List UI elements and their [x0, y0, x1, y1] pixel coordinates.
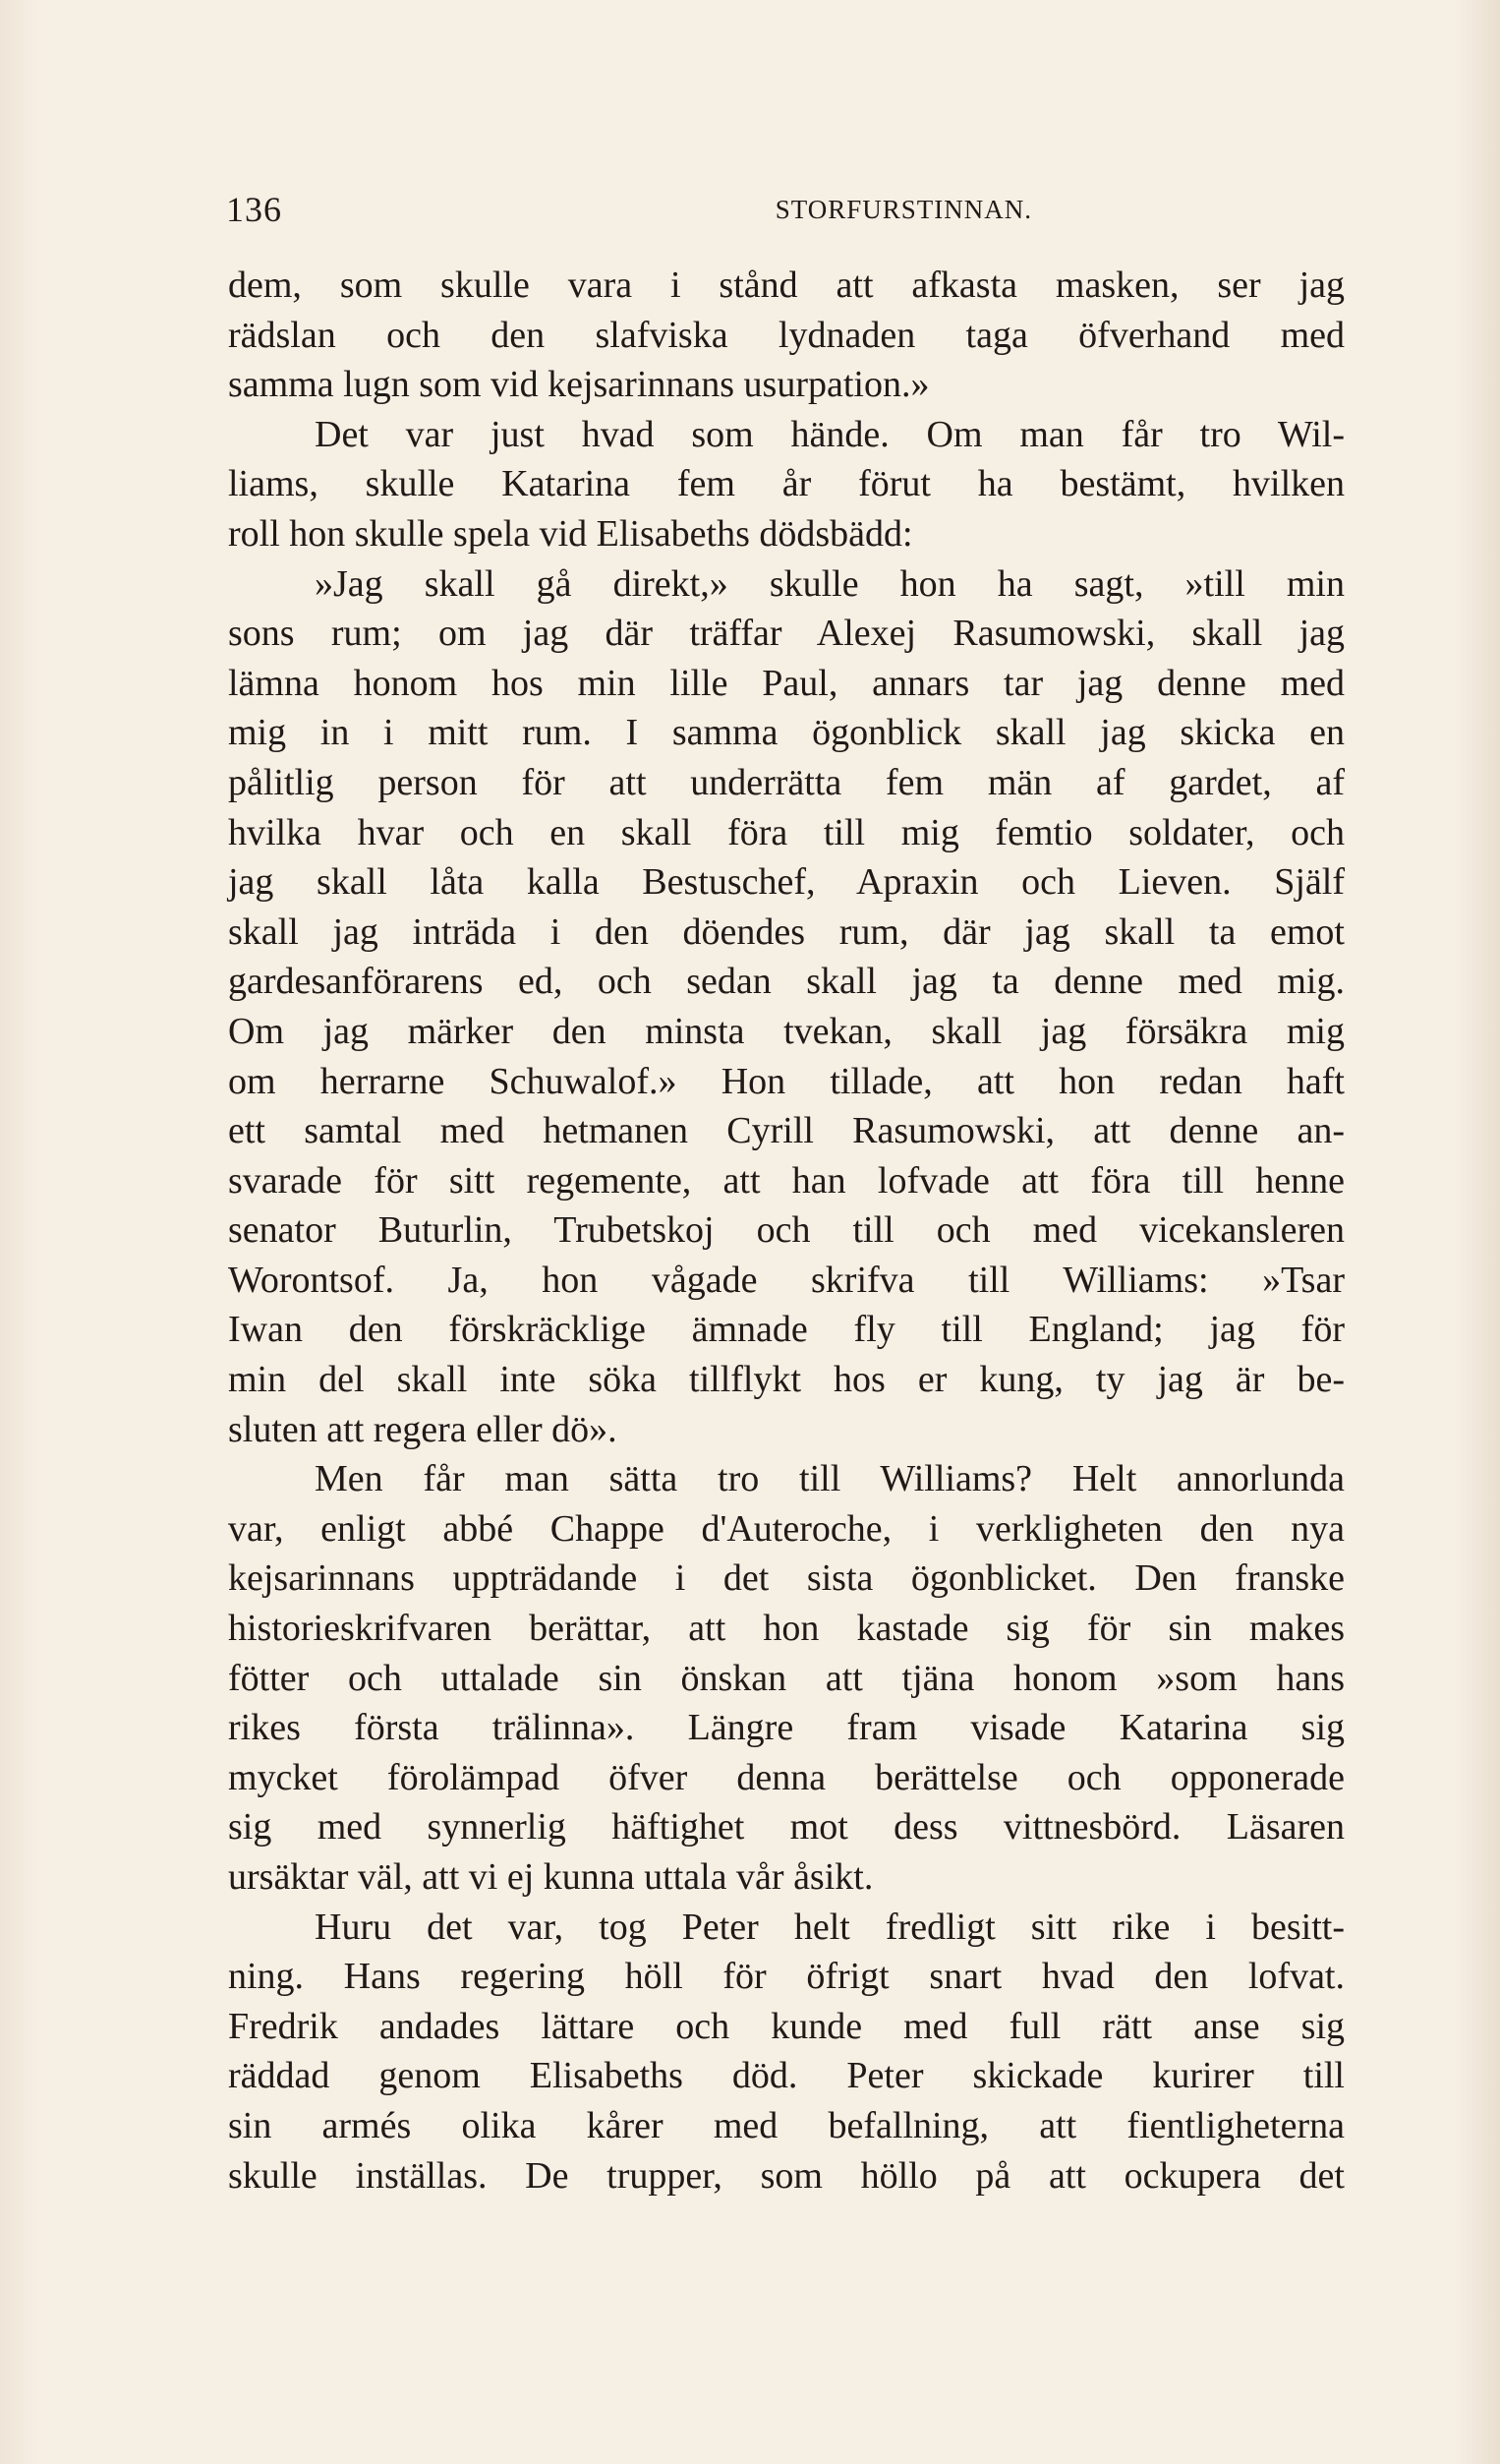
text-line: räddad genom Elisabeths död. Peter skickade kurirer till: [228, 2055, 1345, 2097]
running-title: STORFURSTINNAN.: [775, 195, 1032, 224]
text-line: mig in i mitt rum. I samma ögonblick skall jag skicka en: [228, 712, 1345, 754]
text-line: rikes första trälinna». Längre fram visade Katarina sig: [228, 1707, 1345, 1749]
text-line: Huru det var, tog Peter helt fredligt sitt rike i besitt-: [315, 1906, 1345, 1948]
text-line: sig med synnerlig häftighet mot dess vittnesbörd. Läsaren: [228, 1806, 1345, 1848]
text-line: rädslan och den slafviska lydnaden taga öfverhand med: [228, 314, 1345, 356]
text-line: Fredrik andades lättare och kunde med full rätt anse sig: [228, 2005, 1345, 2047]
text-line: Iwan den förskräcklige ämnade fly till England; jag för: [228, 1309, 1345, 1351]
text-line: svarade för sitt regemente, att han lofvade att föra till henne: [228, 1159, 1345, 1202]
text-line: om herrarne Schuwalof.» Hon tillade, att hon redan haft: [228, 1060, 1345, 1102]
text-line: samma lugn som vid kejsarinnans usurpation.»: [228, 364, 930, 406]
text-line: skall jag inträda i den döendes rum, där jag skall ta emot: [228, 910, 1345, 953]
text-line: min del skall inte söka tillflykt hos er kung, ty jag är be-: [228, 1359, 1345, 1401]
text-line: »Jag skall gå direkt,» skulle hon ha sagt, »till min: [315, 562, 1345, 605]
text-line: senator Buturlin, Trubetskoj och till och med vicekansleren: [228, 1209, 1345, 1252]
text-line: mycket förolämpad öfver denna berättelse och opponerade: [228, 1756, 1345, 1798]
text-line: hvilka hvar och en skall föra till mig femtio soldater, och: [228, 811, 1345, 853]
text-line: Men får man sätta tro till Williams? Helt annorlunda: [315, 1458, 1345, 1500]
text-line: pålitlig person för att underrätta fem män af gardet, af: [228, 761, 1345, 803]
page-header: [226, 189, 1032, 228]
text-line: roll hon skulle spela vid Elisabeths dödsbädd:: [228, 512, 913, 555]
text-line: sluten att regera eller dö».: [228, 1408, 617, 1450]
body-text: [228, 261, 1345, 2200]
text-line: skulle inställas. De trupper, som höllo på att ockupera det: [228, 2154, 1345, 2197]
text-line: dem, som skulle vara i stånd att afkasta masken, ser jag: [228, 264, 1345, 306]
text-line: gardesanförarens ed, och sedan skall jag ta denne med mig.: [228, 961, 1345, 1003]
text-line: Worontsof. Ja, hon vågade skrifva till Williams: »Tsar: [228, 1259, 1345, 1301]
text-line: jag skall låta kalla Bestuschef, Apraxin och Lieven. Själf: [228, 861, 1345, 904]
text-line: sons rum; om jag där träffar Alexej Rasumowski, skall jag: [228, 613, 1345, 655]
text-line: sin armés olika kårer med befallning, att fientligheterna: [228, 2104, 1345, 2146]
text-line: ning. Hans regering höll för öfrigt snart hvad den lofvat.: [228, 1956, 1345, 1998]
text-line: liams, skulle Katarina fem år förut ha bestämt, hvilken: [228, 463, 1345, 505]
text-line: Om jag märker den minsta tvekan, skall jag försäkra mig: [228, 1010, 1345, 1052]
text-line: kejsarinnans uppträdande i det sista ögonblicket. Den franske: [228, 1557, 1345, 1600]
text-line: var, enligt abbé Chappe d'Auteroche, i verkligheten den nya: [228, 1507, 1345, 1550]
text-line: ett samtal med hetmanen Cyrill Rasumowski, att denne an-: [228, 1110, 1345, 1152]
text-line: Det var just hvad som hände. Om man får tro Wil-: [315, 413, 1345, 455]
text-line: ursäktar väl, att vi ej kunna uttala vår åsikt.: [228, 1856, 874, 1898]
text-line: lämna honom hos min lille Paul, annars tar jag denne med: [228, 662, 1345, 704]
text-line: historieskrifvaren berättar, att hon kastade sig för sin makes: [228, 1608, 1345, 1650]
text-line: fötter och uttalade sin önskan att tjäna honom »som hans: [228, 1657, 1345, 1699]
page-number: 136: [226, 190, 282, 229]
